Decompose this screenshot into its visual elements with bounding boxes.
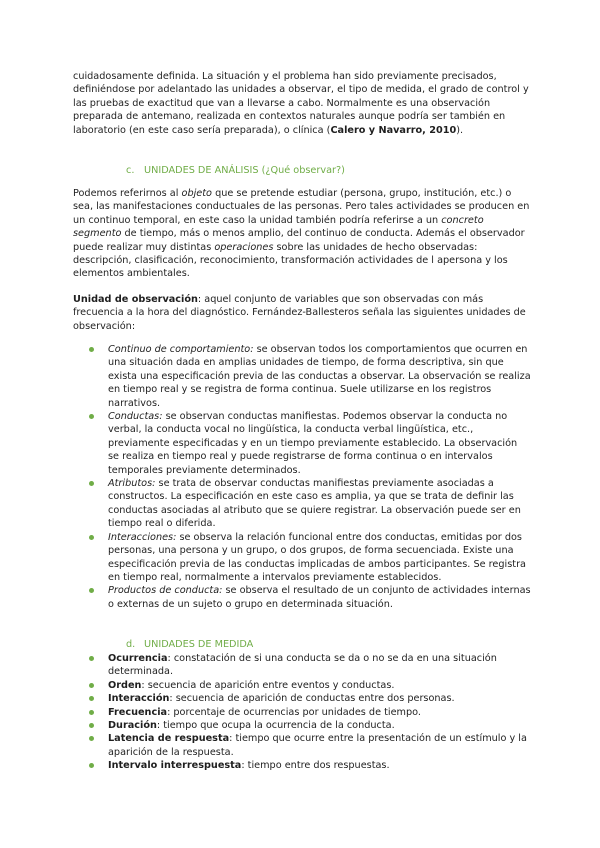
bullet-icon <box>89 481 94 486</box>
list-item <box>73 732 531 759</box>
list-item-term: Productos de conducta: <box>108 585 223 597</box>
list-item-text: : secuencia de aparición entre eventos y conductas. <box>141 679 395 691</box>
list-item-text: se observa el resultado de un conjunto de actividades internas o externas de un sujeto o grupo en determinada situación. <box>108 585 531 610</box>
list-item-text: se observan conductas manifiestas. Podemos observar la conducta no verbal, la conducta vocal no lingüística, la conducta verbal lingüística, etc., previamente especificadas y en un tiempo previamente establecido. La observación se realiza en tiempo real y puede registrarse de forma continua o en intervalos temporales previamente determinados. <box>108 411 518 476</box>
list-item <box>73 759 531 772</box>
analysis-objeto: objeto <box>181 188 212 199</box>
list-item <box>73 692 531 705</box>
list-item <box>73 679 531 692</box>
analysis-text-2: que se pretende estudiar (persona, grupo, institución, etc.) o sea, las manifestaciones conductuales de las personas. Pero tales actividades se producen en un continuo temporal, en este caso la unidad también podría referirse a un <box>73 188 530 226</box>
intro-end: ). <box>456 124 464 136</box>
list-item <box>73 343 531 410</box>
list-item-term: Continuo de comportamiento: <box>108 344 254 355</box>
bullet-icon <box>89 736 94 741</box>
section-title: UNIDADES DE MEDIDA <box>144 639 254 650</box>
analysis-segmento: concreto segmento <box>73 214 484 240</box>
bullet-icon <box>89 588 94 593</box>
list-item-text: : secuencia de aparición de conductas entre dos personas. <box>169 693 455 705</box>
section-heading-d <box>126 638 253 651</box>
analysis-operaciones: operaciones <box>214 241 274 253</box>
list-item-term: Orden <box>108 679 142 691</box>
list-item-term: Interacciones: <box>108 531 177 543</box>
citation: Calero y Navarro, 2010 <box>330 124 457 136</box>
list-item <box>73 531 531 585</box>
list-item-text: : porcentaje de ocurrencias por unidades de tiempo. <box>167 706 421 718</box>
bullet-icon <box>89 710 94 715</box>
list-item <box>73 584 531 611</box>
bullet-icon <box>89 723 94 728</box>
list-item-text: se trata de observar conductas manifiestas previamente asociadas a constructos. La especificación en este caso es amplia, ya que se trata de definir las conductas asociadas al atributo que se quiere registrar. La observación puede ser en tiempo real o diferida. <box>108 478 521 530</box>
section-heading-c <box>126 164 345 177</box>
analysis-paragraph <box>73 187 531 281</box>
list-item-text: se observa la relación funcional entre dos conductas, emitidas por dos personas, una persona y un grupo, o dos grupos, de forma secuenciada. Existe una especificación previa de las conductas implicadas de ambos participantes. Se registra en tiempo real, normalmente a intervalos previamente establecidos. <box>108 531 526 583</box>
bullet-icon <box>89 414 94 419</box>
analysis-text-4: sobre las unidades de hecho observadas: descripción, clasificación, reconocimiento, transformación actividades de l apersona y los elementos ambientales. <box>73 241 508 280</box>
list-item-term: Duración <box>108 720 157 732</box>
list-item-term: Latencia de respuesta <box>108 733 230 745</box>
observation-units-list <box>73 343 531 611</box>
list-item <box>73 652 531 679</box>
intro-text: cuidadosamente definida. La situación y el problema han sido previamente precisados, definiéndose por adelantado las unidades a observar, el tipo de medida, el grado de control y las pruebas de exactitud que van a llevarse a cabo. Normalmente es una observación preparada de antemano, realizada en contextos naturales aunque podría ser también en laboratorio (en este caso sería preparada), o clínica ( <box>73 71 529 136</box>
list-item-term: Ocurrencia <box>108 653 168 664</box>
list-item-term: Atributos: <box>108 478 156 490</box>
list-item-text: : tiempo que ocurre entre la presentación de un estímulo y la aparición de la respuesta. <box>108 733 527 758</box>
analysis-text-1: Podemos referirnos al <box>73 188 182 199</box>
list-item <box>73 477 531 531</box>
unidad-paragraph <box>73 293 531 333</box>
list-item-term: Interacción <box>108 693 170 705</box>
list-item <box>73 719 531 732</box>
section-letter: d. <box>126 639 136 650</box>
analysis-text-3: de tiempo, más o menos amplio, del continuo de conducta. Además el observador puede realizar muy distintas <box>73 228 525 253</box>
list-item-text: : constatación de si una conducta se da o no se da en una situación determinada. <box>108 653 497 678</box>
section-letter: c. <box>126 165 135 176</box>
list-item <box>73 706 531 719</box>
list-item-text: : tiempo que ocupa la ocurrencia de la conducta. <box>156 720 395 732</box>
bullet-icon <box>89 535 94 540</box>
list-item-text: : tiempo entre dos respuestas. <box>241 760 390 772</box>
list-item-term: Intervalo interrespuesta <box>108 760 242 772</box>
measure-units-list <box>73 652 531 773</box>
list-item <box>73 410 531 477</box>
intro-paragraph <box>73 70 531 137</box>
unidad-term: Unidad de observación <box>73 294 198 305</box>
bullet-icon <box>89 656 94 661</box>
list-item-term: Conductas: <box>108 411 163 423</box>
list-item-term: Frecuencia <box>108 706 168 718</box>
list-item-text: se observan todos los comportamientos que ocurren en una situación dada en amplias unidades de tiempo, de forma descriptiva, sin que exista una especificación previa de las conductas a observar. La observación se realiza en tiempo real y se registra de forma continua. Suele utilizarse en los registros narrativos. <box>108 344 531 409</box>
bullet-icon <box>89 696 94 701</box>
bullet-icon <box>89 683 94 688</box>
unidad-text: : aquel conjunto de variables que son observadas con más frecuencia a la hora del diagnóstico. Fernández-Ballesteros señala las siguientes unidades de observación: <box>73 294 526 332</box>
bullet-icon <box>89 763 94 768</box>
section-title: UNIDADES DE ANÁLISIS (¿Qué observar?) <box>144 165 345 176</box>
bullet-icon <box>89 347 94 352</box>
